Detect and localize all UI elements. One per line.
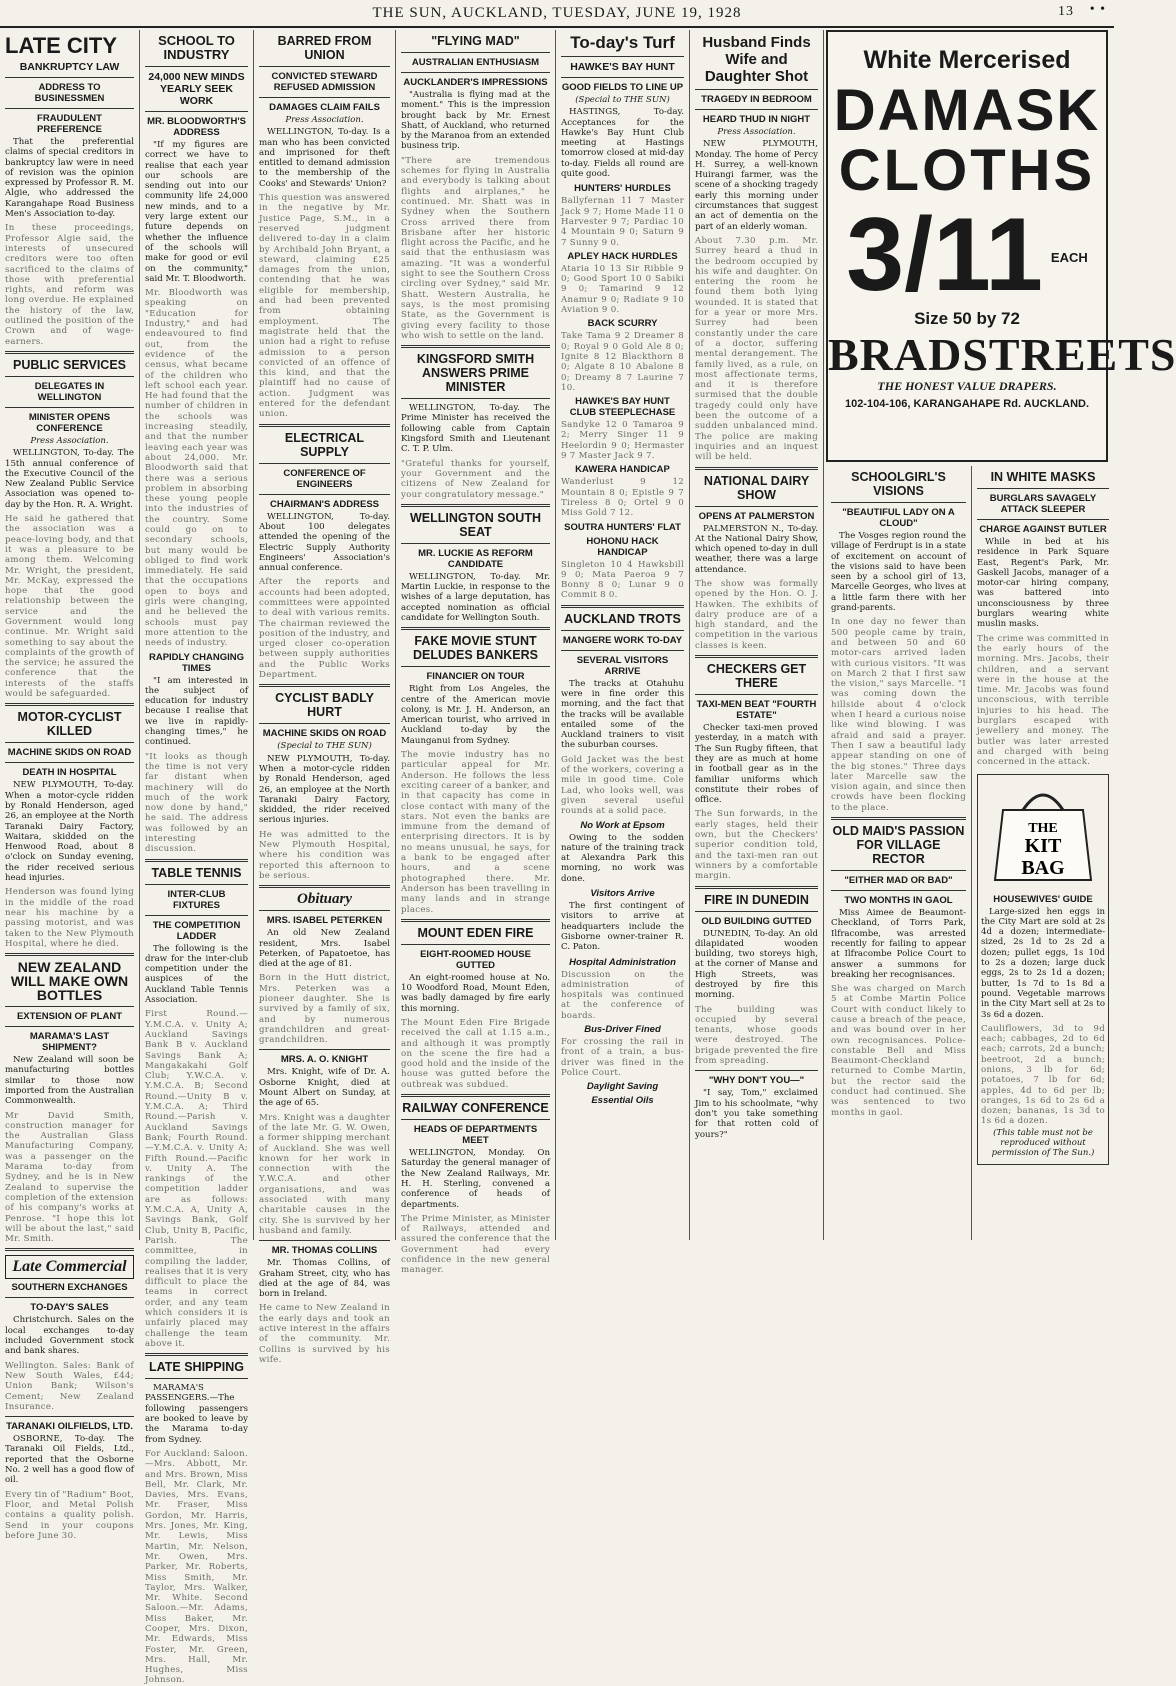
article-changing-times-text: "I am interested in the subject of education for industry because I realise that we live in rapidly-changing times," he continued. <box>145 675 248 748</box>
ad-white-mercerised: White Mercerised <box>863 46 1071 74</box>
subhead-old-building: OLD BUILDING GUTTED <box>701 915 812 927</box>
dateline: Press Association. <box>717 127 796 137</box>
subhead-luckie: MR. LUCKIE AS REFORM CANDIDATE <box>418 547 533 570</box>
article-fake-movie-text: Right from Los Angeles, the centre of the American movie colony, is Mr. J. H. Anderson, an American tourist, who arrived in Auckland to-day by the Maunganui from Sydney. <box>401 684 550 746</box>
article-collins-text: Mr. Thomas Collins, of Graham Street, city, who has died at the age of 84, was born in Ireland. <box>259 1258 390 1300</box>
article-tragedy-text: NEW PLYMOUTH, Monday. The home of Percy H. Surrey, a well-known Huirangi farmer, was the scene of a shocking tragedy early this morning under circumstances that suggest an act of dementia on the part of an elderly woman. <box>695 139 818 232</box>
subhead-eight-roomed: EIGHT-ROOMED HOUSE GUTTED <box>420 948 531 971</box>
headline-white-masks: IN WHITE MASKS <box>990 470 1096 484</box>
subhead-essential-oils: Essential Oils <box>591 1095 654 1107</box>
article-knight-text: Mrs. Knight, wife of Dr. A. Osborne Knight, died at Mount Albert on Sunday, at the age of 65. <box>259 1067 390 1109</box>
headline-wellington-south: WELLINGTON SOUTH SEAT <box>409 510 541 539</box>
dateline-special: (Special to THE SUN) <box>575 95 670 105</box>
subhead-conference-engineers: CONFERENCE OF ENGINEERS <box>283 467 366 490</box>
column-2: SCHOOL TO INDUSTRY 24,000 NEW MINDS YEARLY SEEK WORK MR. BLOODWORTH'S ADDRESS "If my figures are correct we have to realise that each year our schools are sending out into our community life 24,000 new minds, and to a very large extent our future depends on whether the influence of the schools will make for good or evil on the community," said Mr. T. Bloodworth. Mr. Bloodworth was speaking on "Education for Industry," and had endeavoured to find out, from the evidence of the census, what became of the children who left school each year. He had found that the number of children in the schools was increasing steadily, and that the number leaving each year was about 24,000. Mr. Bloodworth said that there was a serious problem in absorbing these young people into the industries of the country. Some could go on to secondary schools, but many would be obliged to find work immediately. He said that the occupations open to boys and girls were changing, and he believed the schools must pay more attention to the needs of industry. RAPIDLY CHANGING TIMES "I am interested in the subject of education for industry because I realise that we live in rapidly-changing times," he continued. "It looks as though the time is not very far distant when machinery will do much of the work now done by hand," he said. The address was followed by an interesting discussion. TABLE TENNIS INTER-CLUB FIXTURES THE COMPETITION LADDER The following is the draw for the inter-club competition under the auspices of the Auckland Table Tennis Association. First Round.—Y.M.C.A. v. Unity A; Auckland Savings Bank B v. Auckland Savings Bank A; Mangakakahi Golf Club; Y.W.C.A. v. Y.M.C.A. B; Second Round.—Unity B v. Y.M.C.A. A; Third Round.—Parish v. Auckland Savings Bank; Fourth Round.—Y.M.C.A. v. Unity A; Fifth Round.—Pacific v. Unity A. The rankings of the competition ladder are as follows: Y.M.C.A. A, Unity A, Savings Bank, Golf Club, Unity B, Pacific, Parish. The committee, in compiling the ladder, realises that it is very difficult to place the teams in correct order, and any team which considers it is unfairly placed may challenge the team above it. LATE SHIPPING MARAMA'S PASSENGERS.—The following passengers are booked to leave by the Marama to-day from Sydney. For Auckland: Saloon.—Mrs. Abbott, Mr. and Mrs. Brown, Miss Bell, Mr. Clark, Mr. Davies, Mrs. Evans, Mr. Fraser, Miss Gordon, Mr. Harris, Mrs. Jones, Mr. King, Mr. Lewis, Miss Martin, Mr. Nelson, Mr. Owen, Mrs. Parker, Mr. Roberts, Miss Smith, Mr. Taylor, Mrs. Walker, Mr. White. Second Saloon.—Mr. Adams, Miss Baker, Mr. Cooper, Mrs. Dixon, Mr. Edwards, Miss Foster, Mr. Green, Mrs. Hall, Mr. Hughes, Miss Johnson. <box>140 30 254 1240</box>
article-kingsford-text: WELLINGTON, To-day. The Prime Minister has received the following cable from Captain Kingsford Smith and Lieutenant C. T. P. Ulm. <box>401 403 550 455</box>
headline-school-industry: SCHOOL TO INDUSTRY <box>158 33 235 62</box>
subhead-hunt-steeplechase: HAWKE'S BAY HUNT CLUB STEEPLECHASE <box>569 396 676 419</box>
subhead-knight: MRS. A. O. KNIGHT <box>280 1054 369 1066</box>
article-checkers-text: Checker taxi-men proved yesterday, in a match with The Sun Rugby fifteen, that they are as much at home in football gear as in the familiar uniforms which constitute their robes of office. <box>695 723 818 806</box>
subhead-hohonu-handicap: HOHONU HACK HANDICAP <box>586 535 659 558</box>
kit-word-the: THE <box>1028 820 1058 836</box>
subhead-australian: AUSTRALIAN ENTHUSIASM <box>411 57 540 68</box>
subhead-minister: MINISTER OPENS CONFERENCE <box>28 411 111 434</box>
column-1: LATE CITY BANKRUPTCY LAW ADDRESS TO BUSINESSMEN FRAUDULENT PREFERENCE That the preferential claims of special creditors in bankruptcy law were in need of revision was the opinion expressed by Professor R. M. Algie, who addressed the Karangahape Road Business Men's Association to-day. In these proceedings, Professor Algie said, the interests of unsecured creditors were too often sacrificed to the claims of those with preferential rights, and reform was long overdue. He explained the history of the law, outlined the position of the Crown and of wage-earners. PUBLIC SERVICES DELEGATES IN WELLINGTON MINISTER OPENS CONFERENCE Press Association. WELLINGTON, To-day. The 15th annual conference of the Executive Council of the New Zealand Public Service Association was opened to-day by the Hon. R. A. Wright. He said he gathered that the association was a peace-loving body, and that it was a pleasure to be among them. Welcoming Mr. Wright, the president, Mr. McKay, expressed the hope that the good relationship between the service and the Government would long continue. Mr. Wright said something to say about the complaints of the growth of the service; he assured the conference that the interests of the staffs would be safeguarded. MOTOR-CYCLIST KILLED MACHINE SKIDS ON ROAD DEATH IN HOSPITAL NEW PLYMOUTH, To-day. When a motor-cycle ridden by Ronald Henderson, aged 26, an employee at the North Taranaki Dairy Factory, Waitara, skidded on the Henwood Road, about 8 o'clock on Sunday evening, the rider received serious head injuries. Henderson was found lying in the middle of the road near his machine by a passing motorist, and was taken to the New Plymouth Hospital, where he died. NEW ZEALAND WILL MAKE OWN BOTTLES EXTENSION OF PLANT MARAMA'S LAST SHIPMENT? New Zealand will soon be manufacturing bottles similar to those now imported from the Australian Commonwealth. Mr David Smith, construction manager for the Australian Glass Manufacturing Company, was a passenger on the Marama to-day from Sydney, and he is in New Zealand to supervise the completion of the extension of his company's works at Penrose. "I hope this lot will be about the last," said Mr. Smith. Late Commercial SOUTHERN EXCHANGES TO-DAY'S SALES Christchurch. Sales on the local exchanges to-day included Government stock and bank shares. Wellington. Sales: Bank of New South Wales, £44; Union Bank; Wilson's Cement; New Zealand Insurance. TARANAKI OILFIELDS, LTD. OSBORNE, To-day. The Taranaki Oil Fields, Ltd., reported that the Osborne No. 2 well has a good flow of oil. Every tin of "Radium" Boot, Floor, and Metal Polish contains a quality polish. Send in your coupons before June 30. <box>0 30 140 1240</box>
column-3: BARRED FROM UNION CONVICTED STEWARD REFUSED ADMISSION DAMAGES CLAIM FAILS Press Association. WELLINGTON, To-day. Is a man who has been convicted and imprisoned for theft entitled to demand admission to the membership of the Cooks' and Stewards' Union? This question was answered in the negative by Mr. Justice Page, S.M., in a reserved judgment delivered to-day in a claim by Archibald John Bryant, a steward, claiming £25 damages from the union, contending that he was eligible for membership, and had been prevented from obtaining employment. The magistrate held that the union had a right to refuse admission to a person convicted of an offence of this kind, and that the plaintiff had no cause of action. Judgment was entered for the defendant union. ELECTRICAL SUPPLY CONFERENCE OF ENGINEERS CHAIRMAN'S ADDRESS WELLINGTON, To-day. About 100 delegates attended the opening of the Electric Supply Authority Engineers' Association's annual conference. After the reports and accounts had been adopted, committees were appointed to deal with various remits. The chairman reviewed the position of the industry, and urged closer co-operation between supply authorities and the Public Works Department. CYCLIST BADLY HURT MACHINE SKIDS ON ROAD (Special to THE SUN) NEW PLYMOUTH, To-day. When a motor-cycle ridden by Ronald Henderson, aged 26, an employee at the North Taranaki Dairy Factory, skidded, the rider received serious injuries. He was admitted to the New Plymouth Hospital, where his condition was reported this afternoon to be serious. Obituary MRS. ISABEL PETERKEN An old New Zealand resident, Mrs. Isabel Peterken, of Papatoetoe, has died at the age of 81. Born in the Hutt district, Mrs. Peterken was a pioneer daughter. She is survived by a family of six, and by numerous grandchildren and great-grandchildren. MRS. A. O. KNIGHT Mrs. Knight, wife of Dr. A. Osborne Knight, died at Mount Albert on Sunday, at the age of 65. Mrs. Knight was a daughter of the late Mr. G. W. Owen, a former shipping merchant of Auckland. She was well known for her work in connection with the Y.W.C.A. and other organisations, and was associated with many charitable causes in the city. She is survived by her husband and family. MR. THOMAS COLLINS Mr. Thomas Collins, of Graham Street, city, who has died at the age of 84, was born in Ireland. He came to New Zealand in the early days and took an active interest in the affairs of the community. Mr. Collins is survived by his wife. <box>254 30 396 1240</box>
article-table-tennis-text: The following is the draw for the inter-club competition under the auspices of the Auckland Table Tennis Association. <box>145 943 248 1006</box>
article-visions-text: The Vosges region round the village of Ferdrupt is in a state of excitement on account of the visions said to have been seen by a school girl of 13, Marcelle Georges, who lives at a little farm there with her grand-parents. <box>831 531 966 614</box>
subhead-hospital-admin: Hospital Administration <box>569 956 676 968</box>
article-cyclist-text: NEW PLYMOUTH, To-day. When a motor-cycle ridden by Ronald Henderson, aged 26, an employee at the North Taranaki Dairy Factory, skidded, the rider received serious injuries. <box>259 753 390 826</box>
subhead-convicted-steward: CONVICTED STEWARD REFUSED ADMISSION <box>271 71 378 93</box>
headline-late-shipping: LATE SHIPPING <box>149 1360 244 1375</box>
ad-cloths: CLOTHS <box>838 138 1096 203</box>
kit-title: HOUSEWIVES' GUIDE <box>993 893 1093 905</box>
subhead-address: ADDRESS TO BUSINESSMEN <box>34 82 105 104</box>
subhead-marama: MARAMA'S LAST SHIPMENT? <box>29 1031 110 1054</box>
masthead-marks: • • <box>1089 2 1106 17</box>
dateline: Press Association. <box>30 435 109 446</box>
headline-todays-turf: To-day's Turf <box>570 33 675 52</box>
kit-bag-logo <box>981 780 1105 890</box>
headline-public-services: PUBLIC SERVICES <box>13 357 126 372</box>
kit-word-kit: KIT <box>1024 834 1062 857</box>
article-epsom-text: Owing to the sodden nature of the training track at Alexandra Park this morning, no work was done. <box>561 832 684 884</box>
ad-address: 102-104-106, KARANGAHAPE Rd. AUCKLAND. <box>844 398 1090 410</box>
ad-price-block <box>828 197 1106 313</box>
article-visitors-text: The first contingent of visitors to arrive at headquarters include the Gisborne owner-trainer R. C. Paton. <box>561 901 684 953</box>
article-masks-text: While in bed at his residence in Park Square East, Regent's Park, Mr. Gaskell Jacobs, manager of a motor-car hiring company, was battered into unconsciousness by three burglars wearing white muslin masks. <box>977 537 1109 630</box>
subhead-why-dont-you: "WHY DON'T YOU—" <box>708 1075 805 1087</box>
subhead-two-months: TWO MONTHS IN GAOL <box>844 895 953 907</box>
article-shipping-text: MARAMA'S PASSENGERS.—The following passengers are booked to leave by the Marama to-day from Sydney. <box>145 1383 248 1445</box>
column-7a: SCHOOLGIRL'S VISIONS "BEAUTIFUL LADY ON A CLOUD" The Vosges region round the village of Ferdrupt is in a state of excitement on account of the visions said to have been seen by a school girl of 13, Marcelle Georges, who lives at a little farm there with her grand-parents. In one day no fewer than 500 people came by train, and between 50 and 60 motor-cars arrived laden with curious visitors. "It was on March 2 that I first saw the vision," says Marcelle. "I was coming down the hillside about 4 o'clock when I heard a curious noise like wind blowing. I was afraid and said a prayer. Then I saw a beautiful lady appear standing on one of the big stones." Three days later Marcelle saw the vision again, and since then crowds have been flocking to the place. OLD MAID'S PASSION FOR VILLAGE RECTOR "EITHER MAD OR BAD" TWO MONTHS IN GAOL Miss Aimee de Beaumont-Checkland, of Torrs Park, Ilfracombe, was arrested recently for failing to appear at Ilfracombe Police Court to answer a summons for breaking her recognisances. She was charged on March 5 at Combe Martin Police Court with conduct likely to cause a breach of the peace, and was bound over in her own recognisances. Police-constable Bell and Miss Beaumont-Checkland returned to Combe Martin, but the rector said the conduct had continued. She was sentenced to two months in gaol. <box>826 466 972 1240</box>
article-motorcyclist-text: NEW PLYMOUTH, To-day. When a motor-cycle ridden by Ronald Henderson, aged 26, an employee at the North Taranaki Dairy Factory, Waitara, skidded on the Henwood Road, about 8 o'clock on Sunday evening, the rider received serious head injuries. <box>5 780 134 884</box>
subhead-burglars: BURGLARS SAVAGELY ATTACK SLEEPER <box>989 493 1097 515</box>
kit-bag-advertisement: THE KIT BAG HOUSEWIVES' GUIDE Large-sized hen eggs in the City Mart are sold at 2s 4d a dozen; intermediate-sized, 2s 1d to 2s 2d a dozen; pullet eggs, 1s 10d to 2s a dozen; large duck eggs, 2s to 2s 1d a dozen; butter, 1s 7d to 1s 8d a pound. Vegetable marrows in the City Mart sell at 2s to 3s 6d a dozen. Cauliflowers, 3d to 9d each; cabbages, 2d to 6d each; carrots, 2d a bunch; beetroot, 2d a bunch; onions, 3 lb for 6d; potatoes, 7 lb for 6d; apples, 4d to 6d per lb; oranges, 1s 6d to 2s 6d a dozen; bananas, 1s 3d to 1s 6d a dozen. (This table must not be reproduced without permission of The Sun.) <box>977 774 1109 1165</box>
headline-cyclist-hurt: CYCLIST BADLY HURT <box>275 691 374 720</box>
headline-husband-finds: Husband Finds Wife and Daughter Shot <box>702 34 811 85</box>
article-dairy-text: PALMERSTON N., To-day. At the National Dairy Show, which opened to-day in dull weather, there was a large attendance. <box>695 523 818 575</box>
article-electrical-text: WELLINGTON, To-day. About 100 delegates attended the opening of the Electric Supply Authority Engineers' Association's annual conference. <box>259 511 390 574</box>
headline-late-commercial: Late Commercial <box>5 1255 134 1279</box>
subhead-opens-palmerston: OPENS AT PALMERSTON <box>698 510 815 522</box>
column-7b: IN WHITE MASKS BURGLARS SAVAGELY ATTACK SLEEPER CHARGE AGAINST BUTLER While in bed at his residence in Park Square East, Regent's Park, Mr. Gaskell Jacobs, manager of a motor-car hiring company, was battered into unconsciousness by three burglars wearing white muslin masks. The crime was committed in the early hours of the morning. Mrs. Jacobs, their children, and a servant were in the house at the time. Mr. Jacobs was found unconscious, with terrible injuries to his head. The burglars escaped with jewellery and money. The butler was later arrested and charged with being concerned in the attack. THE KIT BAG HOUSEWIVES' GUIDE Large-sized hen eggs in the City Mart are sold at 2s 4d a dozen; intermediate-sized, 2s 1d to 2s 2d a dozen; pullet eggs, 1s 10d to 2s a dozen; large duck eggs, 2s to 2s 1d a dozen; butter, 1s 7d to 1s 8d a pound. Vegetable marrows in the City Mart sell at 2s to 3s 6d a dozen. Cauliflowers, 3d to 9d each; cabbages, 2d to 6d each; carrots, 2d a bunch; beetroot, 2d a bunch; onions, 3 lb for 6d; potatoes, 7 lb for 6d; apples, 4d to 6d per lb; oranges, 1s 6d to 2s 6d a dozen; bananas, 1s 3d to 1s 6d a dozen. (This table must not be reproduced without permission of The Sun.) <box>972 466 1114 1240</box>
ad-tagline: THE HONEST VALUE DRAPERS. <box>877 379 1057 393</box>
article-mount-eden-text: An eight-roomed house at No. 10 Woodford Road, Mount Eden, was badly damaged by fire early this morning. <box>401 972 550 1014</box>
bradstreets-advertisement <box>826 30 1176 462</box>
subhead-heard-thud: HEARD THUD IN NIGHT <box>702 114 811 125</box>
subhead-apley-hurdles: APLEY HACK HURDLES <box>567 250 678 262</box>
subhead-kawera-handicap: KAWERA HANDICAP <box>575 464 670 476</box>
subhead-no-work-epsom: No Work at Epsom <box>580 819 665 831</box>
kit-body-text: Large-sized hen eggs in the City Mart are sold at 2s 4d a dozen; intermediate-sized, 2s 1d to 2s 2d a dozen; pullet eggs, 1s 10d to 2s a dozen; large duck eggs, 2s to 2s 1d a dozen; butter, 1s 7d to 1s 8d a pound. Vegetable marrows in the City Mart sell at 2s to 3s 6d a dozen. <box>981 906 1105 1020</box>
headline-railway-conference: RAILWAY CONFERENCE <box>402 1101 549 1116</box>
subhead-bus-driver: Bus-Driver Fined <box>584 1024 661 1035</box>
subhead-interclub: INTER-CLUB FIXTURES <box>167 888 226 911</box>
subhead-impressions: AUCKLANDER'S IMPRESSIONS <box>403 77 548 88</box>
column-6: Husband Finds Wife and Daughter Shot TRAGEDY IN BEDROOM HEARD THUD IN NIGHT Press Association. NEW PLYMOUTH, Monday. The home of Percy H. Surrey, a well-known Huirangi farmer, was the scene of a shocking tragedy early this morning under circumstances that suggest an act of dementia on the part of an elderly woman. About 7.30 p.m. Mr. Surrey heard a thud in the bedroom occupied by his wife and daughter. On entering the room he found them both lying wounded. It is stated that for a year or more Mrs. Surrey had been constantly under the care of a doctor, suffering mental derangement. The family lived, as a rule, on most affectionate terms, and it is therefore surmised that the double tragedy could only have been the outcome of a sudden unbalanced mind. The police are making inquiries and an inquest will be held. NATIONAL DAIRY SHOW OPENS AT PALMERSTON PALMERSTON N., To-day. At the National Dairy Show, which opened to-day in dull weather, there was a large attendance. The show was formally opened by the Hon. O. J. Hawken. The exhibits of dairy produce are of a high standard, and the competition in the various classes is keen. CHECKERS GET THERE TAXI-MEN BEAT "FOURTH ESTATE" Checker taxi-men proved yesterday, in a match with The Sun Rugby fifteen, that they are as much at home in football gear as in the familiar uniforms which constitute their robes of office. The Sun forwards, in the early stages, held their own, but the Checkers' superior condition told, and the taxi-men ran out winners by a comfortable margin. FIRE IN DUNEDIN OLD BUILDING GUTTED DUNEDIN, To-day. An old dilapidated wooden building, two storeys high, at the corner of Manse and High Streets, was destroyed by fire this morning. The building was occupied by several tenants, whose goods were destroyed. The brigade prevented the fire from spreading. "WHY DON'T YOU—" "I say, Tom," exclaimed Jim to his schoolmate, "why don't you take something for that rotten cold of yours?" <box>690 30 824 1240</box>
article-luckie-text: WELLINGTON, To-day. Mr. Martin Luckie, in response to the wishes of a large deputation, has accepted nomination as official candidate for Wellington South. <box>401 571 550 623</box>
subhead-taranaki-oilfields: TARANAKI OILFIELDS, LTD. <box>6 1421 133 1433</box>
article-bottles-text: New Zealand will soon be manufacturing bottles similar to those now imported from the Australian Commonwealth. <box>5 1055 134 1107</box>
dateline-special: (Special to THE SUN) <box>277 741 372 752</box>
page-number: 13 <box>1058 4 1074 19</box>
subhead-skids-road: MACHINE SKIDS ON ROAD <box>262 728 387 740</box>
article-hawkes-text: HASTINGS, To-day. Acceptances for the Hawke's Bay Hunt Club meeting at Hastings tomorrow closed at mid-day to-day. Fields all round are quite good. <box>561 107 684 180</box>
headline-fake-movie: FAKE MOVIE STUNT DELUDES BANKERS <box>412 634 538 663</box>
headline-checkers: CHECKERS GET THERE <box>706 662 807 691</box>
kit-footer: (This table must not be reproduced without permission of The Sun.) <box>991 1127 1095 1159</box>
headline-old-maid: OLD MAID'S PASSION FOR VILLAGE RECTOR <box>832 824 965 867</box>
subhead-soutra-flat: SOUTRA HUNTERS' FLAT <box>564 521 681 533</box>
subhead-rapidly-changing: RAPIDLY CHANGING TIMES <box>148 651 244 674</box>
subhead-hawkes-bay-hunt: HAWKE'S BAY HUNT <box>570 61 675 73</box>
subhead-hunters-hurdles: HUNTERS' HURDLES <box>574 183 671 195</box>
subhead-taxi-men: TAXI-MEN BEAT "FOURTH ESTATE" <box>696 699 817 722</box>
subhead-visitors-arrive: Visitors Arrive <box>590 888 655 900</box>
headline-flying-mad: "FLYING MAD" <box>431 34 520 48</box>
subhead-mangere: MANGERE WORK TO-DAY <box>562 634 683 646</box>
subhead-financier: FINANCIER ON TOUR <box>426 671 525 683</box>
headline-dairy-show: NATIONAL DAIRY SHOW <box>703 473 810 502</box>
subhead-beautiful-lady: "BEAUTIFUL LADY ON A CLOUD" <box>842 507 955 529</box>
subhead-bloodworth: MR. BLOODWORTH'S ADDRESS <box>147 116 246 138</box>
subhead-death-hospital: DEATH IN HOSPITAL <box>22 767 117 779</box>
headline-schoolgirls-visions: SCHOOLGIRL'S VISIONS <box>851 470 946 498</box>
subhead-several-visitors: SEVERAL VISITORS ARRIVE <box>576 654 669 677</box>
subhead-fraudulent: FRAUDULENT PREFERENCE <box>37 113 102 135</box>
article-barred-text: WELLINGTON, To-day. Is a man who has been convicted and imprisoned for theft entitled to demand admission to the membership of the Cooks' and Stewards' Union? <box>259 127 390 189</box>
article-trots-text: The tracks at Otahuhu were in fine order this morning, and the fact that the tracks will be available entailed some of the Auckland trainers to visit the suburban courses. <box>561 678 684 751</box>
subhead-delegates: DELEGATES IN WELLINGTON <box>34 380 105 403</box>
subhead-southern-exchanges: SOUTHERN EXCHANGES <box>11 1282 128 1294</box>
article-taranaki-text: OSBORNE, To-day. The Taranaki Oil Fields, Ltd., reported that the Osborne No. 2 well has a good flow of oil. <box>5 1434 134 1486</box>
subhead-24000-minds: 24,000 NEW MINDS YEARLY SEEK WORK <box>148 71 245 107</box>
subhead-collins: MR. THOMAS COLLINS <box>271 1245 378 1257</box>
headline-table-tennis: TABLE TENNIS <box>151 865 242 880</box>
headline-auckland-trots: AUCKLAND TROTS <box>564 611 681 626</box>
headline-kingsford-smith: KINGSFORD SMITH ANSWERS PRIME MINISTER <box>416 352 535 395</box>
subhead-good-fields: GOOD FIELDS TO LINE UP <box>561 82 684 93</box>
masthead-title: THE SUN, AUCKLAND, TUESDAY, JUNE 19, 1928 <box>372 4 742 21</box>
ad-each: EACH <box>1050 250 1088 265</box>
article-public-services-text: WELLINGTON, To-day. The 15th annual conference of the Executive Council of the New Zealand Public Service Association was opened to-day by the Hon. R. A. Wright. <box>5 448 134 510</box>
subhead-heads-departments: HEADS OF DEPARTMENTS MEET <box>413 1124 538 1147</box>
subhead-damages: DAMAGES CLAIM FAILS <box>269 102 380 113</box>
masthead <box>0 0 1114 28</box>
article-peterken-text: An old New Zealand resident, Mrs. Isabel Peterken, of Papatoetoe, has died at the age of 81. <box>259 928 390 970</box>
headline-bankruptcy-law: BANKRUPTCY LAW <box>19 61 120 73</box>
subhead-peterken: MRS. ISABEL PETERKEN <box>266 915 383 927</box>
article-flying-text: "Australia is flying mad at the moment." This is the impression brought back by Mr. Ernest Shatt, of Auckland, who returned by the Maranoa from an extended business trip. <box>401 90 550 152</box>
ad-brand: BRADSTREETS <box>828 329 1176 380</box>
subhead-charge-butler: CHARGE AGAINST BUTLER <box>979 524 1107 535</box>
ad-price: 3/11 <box>846 197 1043 313</box>
subhead-extension: EXTENSION OF PLANT <box>16 1011 123 1023</box>
kit-bag-icon <box>983 780 1103 890</box>
headline-nz-bottles: NEW ZEALAND WILL MAKE OWN BOTTLES <box>10 959 129 1004</box>
article-why-dont-text: "I say, Tom," exclaimed Jim to his schoolmate, "why don't you take something for that rotten cold of yours?" <box>695 1088 818 1140</box>
headline-fire-dunedin: FIRE IN DUNEDIN <box>704 892 809 907</box>
subhead-chairman: CHAIRMAN'S ADDRESS <box>269 498 380 510</box>
headline-motor-cyclist: MOTOR-CYCLIST KILLED <box>17 710 122 739</box>
subhead-back-scurry: BACK SCURRY <box>587 318 658 330</box>
headline-obituary: Obituary <box>296 891 352 908</box>
subhead-competition-ladder: THE COMPETITION LADDER <box>152 919 241 942</box>
ad-size: Size 50 by 72 <box>914 309 1020 328</box>
kit-word-bag: BAG <box>1021 856 1065 879</box>
headline-electrical-supply: ELECTRICAL SUPPLY <box>284 430 365 459</box>
subhead-todays-sales: TO-DAY'S SALES <box>30 1302 109 1314</box>
article-old-maid-text: Miss Aimee de Beaumont-Checkland, of Torrs Park, Ilfracombe, was arrested recently for failing to appear at Ilfracombe Police Court to answer a summons for breaking her recognisances. <box>831 908 966 980</box>
subhead-daylight-saving: Daylight Saving <box>586 1081 659 1093</box>
headline-late-city: LATE CITY <box>5 33 118 58</box>
dateline: Press Association. <box>285 115 364 125</box>
column-5: To-day's Turf HAWKE'S BAY HUNT GOOD FIELDS TO LINE UP (Special to THE SUN) HASTINGS, To-day. Acceptances for the Hawke's Bay Hunt Club meeting at Hastings tomorrow closed at mid-day to-day. Fields all round are quite good. HUNTERS' HURDLES Ballyfernan 11 7 Master Jack 9 7; Home Made 11 0 Harvester 9 7; Pardiac 10 4 Mountain 9 0; Saturn 9 7 Sunny 9 0. APLEY HACK HURDLES Ataria 10 13 Sir Ribble 9 0; Good Sport 10 0 Sabiki 9 0; Tamarind 9 12 Anamur 9 0; Radiate 9 10 Aviation 9 0. BACK SCURRY Take Tama 9 2 Dreamer 8 0; Royal 9 0 Gold Ale 8 0; Ignite 8 12 Blackthorn 8 0; Algate 8 10 Abalone 8 0; Dreamy 8 7 Laurine 7 10. HAWKE'S BAY HUNT CLUB STEEPLECHASE Sandyke 12 0 Tamaroa 9 2; Merry Singer 11 9 Heelordin 9 0; Hermaster 9 7 Master Jack 9 7. KAWERA HANDICAP Wanderlust 9 12 Mountain 8 0; Epistle 9 7 Tireless 8 0; Ortel 9 0 Miss Gold 7 12. SOUTRA HUNTERS' FLAT HOHONU HACK HANDICAP Singleton 10 4 Hawksbill 9 0; Mata Paeroa 9 7 Bonny 8 0; Lunar 9 0 Commit 8 0. AUCKLAND TROTS MANGERE WORK TO-DAY SEVERAL VISITORS ARRIVE The tracks at Otahuhu were in fine order this morning, and the fact that the tracks will be available entailed some of the Auckland trainers to visit the suburban courses. Gold Jacket was the best of the workers, covering a mile in good time. Cole Lad, who looks well, was given several useful rounds at a solid pace. No Work at Epsom Owing to the sodden nature of the training track at Alexandra Park this morning, no work was done. Visitors Arrive The first contingent of visitors to arrive at headquarters include the Gisborne owner-trainer R. C. Paton. Hospital Administration Discussion on the administration of hospitals was continued at the conference of boards. Bus-Driver Fined For crossing the rail in front of a train, a bus-driver was fined in the Police Court. Daylight Saving Essential Oils <box>556 30 690 1240</box>
article-bankruptcy-text: That the preferential claims of special creditors in bankruptcy law were in need of revision was the opinion expressed by Professor R. M. Algie, who addressed the Karangahape Road Business Men's Association to-day. <box>5 137 134 220</box>
article-southern-exchanges-text: Christchurch. Sales on the local exchanges to-day included Government stock and bank shares. <box>5 1315 134 1357</box>
headline-mount-eden-fire: MOUNT EDEN FIRE <box>417 925 534 940</box>
ad-damask: DAMASK <box>833 78 1101 143</box>
subhead-either-mad: "EITHER MAD OR BAD" <box>844 875 953 887</box>
column-4: "FLYING MAD" AUSTRALIAN ENTHUSIASM AUCKLANDER'S IMPRESSIONS "Australia is flying mad at the moment." This is the impression brought back by Mr. Ernest Shatt, of Auckland, who returned by the Maranoa from an extended business trip. "There are tremendous schemes for flying in Australia and everybody is talking about flights and airplanes," he continued. Mr. Shatt was in Sydney when the Southern Cross arrived there from Brisbane after her historic flight across the Pacific, and he said that the enthusiasm was amazing. "It was a wonderful sight to see the Southern Cross circling over Sydney," said Mr. Shatt. Western Australia, he says, is the most promising State, as the Government is giving every facility to those who wish to settle on the land. KINGSFORD SMITH ANSWERS PRIME MINISTER WELLINGTON, To-day. The Prime Minister has received the following cable from Captain Kingsford Smith and Lieutenant C. T. P. Ulm. "Grateful thanks for yourself, your Government and the citizens of New Zealand for your congratulatory message." WELLINGTON SOUTH SEAT MR. LUCKIE AS REFORM CANDIDATE WELLINGTON, To-day. Mr. Martin Luckie, in response to the wishes of a large deputation, has accepted nomination as official candidate for Wellington South. FAKE MOVIE STUNT DELUDES BANKERS FINANCIER ON TOUR Right from Los Angeles, the centre of the American movie colony, is Mr. J. H. Anderson, an American tourist, who arrived in Auckland to-day by the Maunganui from Sydney. The movie industry has no particular appeal for Mr. Anderson. He follows the less exciting career of a banker, and in that capacity has come in close contact with many of the stars. Not even the banks are immune from the demand of enterprising directors. It is by no means unusual, he says, for a bank to be engaged after hours, and a scene photographed there. Mr. Anderson has been travelling in many lands and in strange places. MOUNT EDEN FIRE EIGHT-ROOMED HOUSE GUTTED An eight-roomed house at No. 10 Woodford Road, Mount Eden, was badly damaged by fire early this morning. The Mount Eden Fire Brigade received the call at 1.15 a.m., and although it was promptly on the scene the fire had a good hold and the inside of the house was gutted before the outbreak was subdued. RAILWAY CONFERENCE HEADS OF DEPARTMENTS MEET WELLINGTON, Monday. On Saturday the general manager of the New Zealand Railways, Mr. H. H. Sterling, convened a conference of heads of departments. The Prime Minister, as Minister of Railways, attended and assured the conference that the Government had every confidence in the new general manager. <box>396 30 556 1240</box>
headline-barred-union: BARRED FROM UNION <box>277 34 372 62</box>
subhead-machine-skids: MACHINE SKIDS ON ROAD <box>7 747 132 759</box>
subhead-tragedy-bedroom: TRAGEDY IN BEDROOM <box>701 94 812 105</box>
article-railway-text: WELLINGTON, Monday. On Saturday the general manager of the New Zealand Railways, Mr. H. H. Sterling, convened a conference of heads of departments. <box>401 1148 550 1210</box>
article-dunedin-text: DUNEDIN, To-day. An old dilapidated wooden building, two storeys high, at the corner of Manse and High Streets, was destroyed by fire this morning. <box>695 928 818 1001</box>
article-school-text: "If my figures are correct we have to realise that each year our schools are sending out into our community life 24,000 new minds, and to a very large extent our future depends on whether the influence of the schools will make for good or evil on the community," said Mr. T. Bloodworth. <box>145 140 248 284</box>
